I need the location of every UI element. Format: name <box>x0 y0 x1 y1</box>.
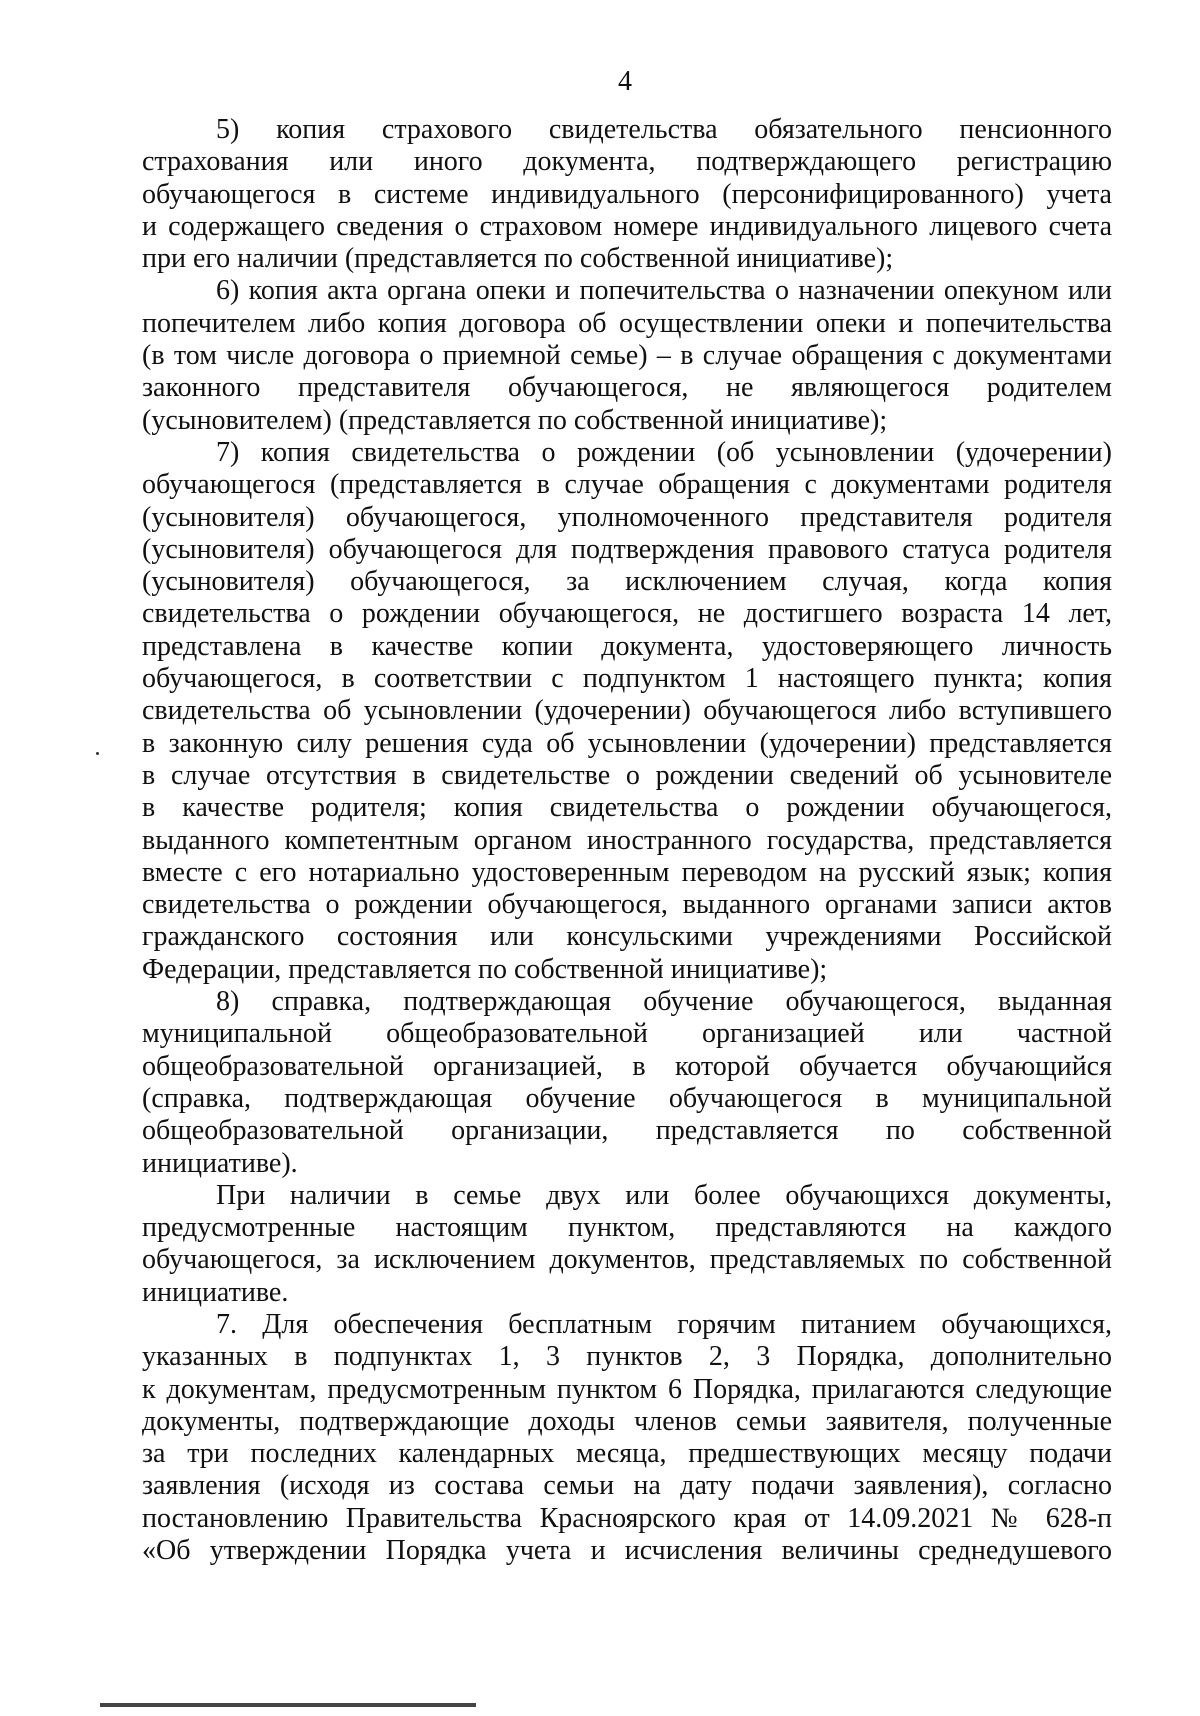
text-line: При наличии в семье двух или более обучающихся документы, <box>216 1179 1112 1211</box>
text-line: муниципальной общеобразовательной организацией или частной <box>142 1018 1112 1050</box>
text-line: 7) копия свидетельства о рождении (об усыновлении (удочерении) <box>216 436 1112 468</box>
text-line: указанных в подпунктах 1, 3 пунктов 2, 3 Порядка, дополнительно <box>142 1341 1112 1373</box>
footer-rule <box>100 1703 476 1707</box>
text-line: (усыновителем) (представляется по собственной инициативе); <box>142 404 888 436</box>
text-line: страхования или иного документа, подтверждающего регистрацию <box>142 146 1112 178</box>
text-line: инициативе. <box>142 1276 289 1308</box>
text-line: к документам, предусмотренным пунктом 6 Порядка, прилагаются следующие <box>142 1373 1112 1405</box>
text-line: свидетельства об усыновлении (удочерении) обучающегося либо вступившего <box>142 695 1112 727</box>
text-line: выданного компетентным органом иностранного государства, представляется <box>142 824 1112 856</box>
text-line: в законную силу решения суда об усыновлении (удочерении) представляется <box>142 727 1112 759</box>
text-line: 7. Для обеспечения бесплатным горячим питанием обучающихся, <box>216 1308 1112 1340</box>
text-line: представлена в качестве копии документа, удостоверяющего личность <box>142 630 1112 662</box>
text-line: в случае отсутствия в свидетельстве о рождении сведений об усыновителе <box>142 759 1112 791</box>
text-line: документы, подтверждающие доходы членов семьи заявителя, полученные <box>142 1405 1112 1437</box>
text-line: (усыновителя) обучающегося для подтверждения правового статуса родителя <box>142 533 1112 565</box>
margin-dot <box>96 752 99 755</box>
text-line: гражданского состояния или консульскими учреждениями Российской <box>142 921 1112 953</box>
text-line: (справка, подтверждающая обучение обучающегося в муниципальной <box>142 1082 1112 1114</box>
text-line: Федерации, представляется по собственной инициативе); <box>142 953 828 985</box>
text-line: обучающегося (представляется в случае обращения с документами родителя <box>142 469 1112 501</box>
text-line: обучающегося в системе индивидуального (персонифицированного) учета <box>142 178 1112 210</box>
text-line: обучающегося, в соответствии с подпунктом 1 настоящего пункта; копия <box>142 663 1112 695</box>
text-line: общеобразовательной организации, представляется по собственной <box>142 1115 1112 1147</box>
text-line: инициативе). <box>142 1147 298 1179</box>
text-line: законного представителя обучающегося, не являющегося родителем <box>142 372 1112 404</box>
text-line: вместе с его нотариально удостоверенным переводом на русский язык; копия <box>142 856 1112 888</box>
page-number: 4 <box>618 66 632 97</box>
text-line: 8) справка, подтверждающая обучение обучающегося, выданная <box>216 986 1112 1018</box>
text-line: и содержащего сведения о страховом номере индивидуального лицевого счета <box>142 210 1112 242</box>
text-line: свидетельства о рождении обучающегося, выданного органами записи актов <box>142 889 1112 921</box>
text-line: за три последних календарных месяца, предшествующих месяцу подачи <box>142 1438 1112 1470</box>
text-line: постановлению Правительства Красноярского края от 14.09.2021 № 628-п <box>142 1502 1112 1534</box>
text-line: предусмотренные настоящим пунктом, представляются на каждого <box>142 1212 1112 1244</box>
text-line: заявления (исходя из состава семьи на дату подачи заявления), согласно <box>142 1470 1112 1502</box>
text-line: 6) копия акта органа опеки и попечительства о назначении опекуном или <box>216 275 1112 307</box>
document-body <box>142 114 1112 1567</box>
text-line: (усыновителя) обучающегося, уполномоченного представителя родителя <box>142 501 1112 533</box>
text-line: (усыновителя) обучающегося, за исключением случая, когда копия <box>142 566 1112 598</box>
text-line: свидетельства о рождении обучающегося, не достигшего возраста 14 лет, <box>142 598 1112 630</box>
text-line: в качестве родителя; копия свидетельства о рождении обучающегося, <box>142 792 1112 824</box>
text-line: обучающегося, за исключением документов, представляемых по собственной <box>142 1244 1112 1276</box>
text-line: при его наличии (представляется по собственной инициативе); <box>142 243 894 275</box>
text-line: 5) копия страхового свидетельства обязательного пенсионного <box>216 114 1112 145</box>
text-line: «Об утверждении Порядка учета и исчисления величины среднедушевого <box>142 1535 1112 1567</box>
text-line: (в том числе договора о приемной семье) – в случае обращения с документами <box>142 340 1112 372</box>
text-line: попечителем либо копия договора об осуществлении опеки и попечительства <box>142 307 1112 339</box>
text-line: общеобразовательной организацией, в которой обучается обучающийся <box>142 1050 1112 1082</box>
